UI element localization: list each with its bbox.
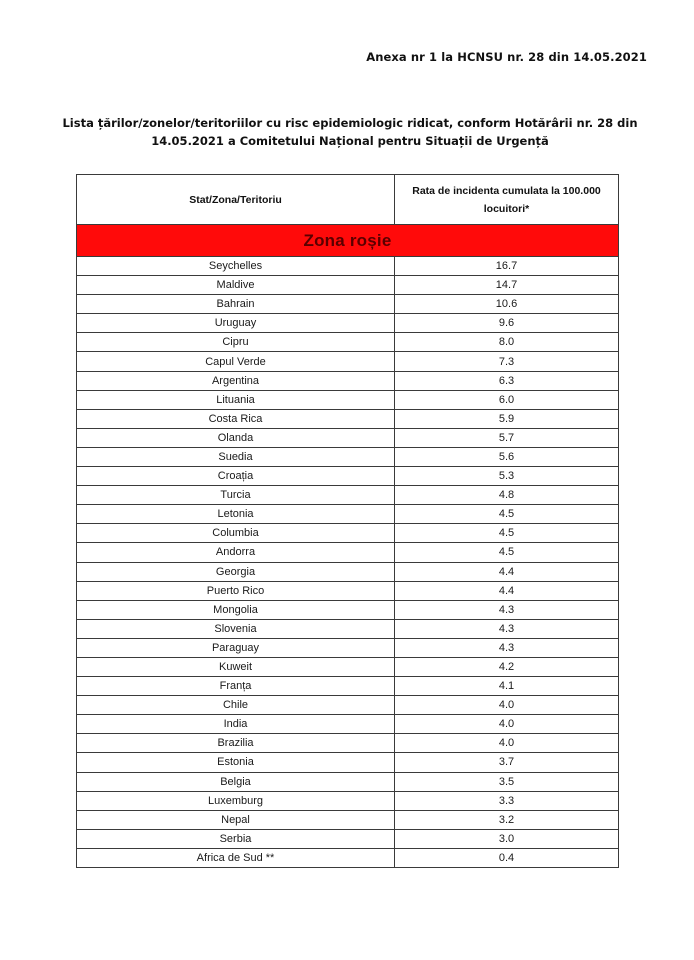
- incidence-rate-cell: 6.0: [395, 390, 619, 409]
- country-cell: Maldive: [77, 276, 395, 295]
- country-cell: Kuweit: [77, 657, 395, 676]
- incidence-rate-cell: 4.3: [395, 600, 619, 619]
- country-cell: Lituania: [77, 390, 395, 409]
- table-row: [77, 333, 619, 352]
- incidence-rate-cell: 3.3: [395, 791, 619, 810]
- incidence-rate-cell: 4.0: [395, 734, 619, 753]
- country-cell: Argentina: [77, 371, 395, 390]
- table-row: [77, 772, 619, 791]
- country-cell: Nepal: [77, 810, 395, 829]
- country-cell: Cipru: [77, 333, 395, 352]
- incidence-rate-cell: 4.0: [395, 715, 619, 734]
- country-cell: Puerto Rico: [77, 581, 395, 600]
- table-row: [77, 505, 619, 524]
- incidence-rate-cell: 3.0: [395, 829, 619, 848]
- annex-reference: Anexa nr 1 la HCNSU nr. 28 din 14.05.2021: [366, 50, 647, 64]
- country-cell: Capul Verde: [77, 352, 395, 371]
- country-cell: Africa de Sud **: [77, 848, 395, 867]
- table-row: [77, 524, 619, 543]
- table-row: [77, 677, 619, 696]
- country-cell: Suedia: [77, 447, 395, 466]
- table-row: [77, 638, 619, 657]
- table-row: [77, 791, 619, 810]
- country-cell: Croația: [77, 467, 395, 486]
- country-cell: Uruguay: [77, 314, 395, 333]
- table-row: [77, 276, 619, 295]
- incidence-rate-cell: 5.7: [395, 428, 619, 447]
- country-cell: Georgia: [77, 562, 395, 581]
- table-row: [77, 829, 619, 848]
- column-header-country: Stat/Zona/Teritoriu: [77, 175, 395, 225]
- table-row: [77, 715, 619, 734]
- country-cell: Brazilia: [77, 734, 395, 753]
- country-cell: Columbia: [77, 524, 395, 543]
- table-row: [77, 428, 619, 447]
- country-cell: Slovenia: [77, 619, 395, 638]
- country-cell: Chile: [77, 696, 395, 715]
- table-row: [77, 619, 619, 638]
- table-row: [77, 486, 619, 505]
- document-title: Lista țărilor/zonelor/teritoriilor cu risc epidemiologic ridicat, conform Hotărârii nr. 28 din 14.05.2021 a Comitetului Național pentru Situații de Urgență: [62, 116, 638, 148]
- table-row: [77, 447, 619, 466]
- incidence-rate-cell: 8.0: [395, 333, 619, 352]
- incidence-rate-cell: 4.1: [395, 677, 619, 696]
- incidence-rate-cell: 6.3: [395, 371, 619, 390]
- table-row: [77, 371, 619, 390]
- incidence-rate-cell: 4.0: [395, 696, 619, 715]
- column-header-incidence-rate: Rata de incidenta cumulata la 100.000 locuitori*: [395, 175, 619, 225]
- zone-label: Zona roșie: [77, 225, 619, 257]
- incidence-rate-cell: 4.5: [395, 524, 619, 543]
- incidence-rate-cell: 9.6: [395, 314, 619, 333]
- table-row: [77, 696, 619, 715]
- table-row: [77, 810, 619, 829]
- incidence-rate-cell: 4.8: [395, 486, 619, 505]
- country-cell: Bahrain: [77, 295, 395, 314]
- incidence-rate-cell: 4.5: [395, 505, 619, 524]
- country-cell: Turcia: [77, 486, 395, 505]
- table-row: [77, 562, 619, 581]
- table-row: [77, 257, 619, 276]
- incidence-rate-cell: 10.6: [395, 295, 619, 314]
- table-row: [77, 295, 619, 314]
- country-cell: Mongolia: [77, 600, 395, 619]
- incidence-rate-cell: 3.7: [395, 753, 619, 772]
- country-cell: India: [77, 715, 395, 734]
- risk-countries-table: [76, 174, 619, 868]
- country-cell: Olanda: [77, 428, 395, 447]
- incidence-rate-cell: 5.9: [395, 409, 619, 428]
- incidence-rate-cell: 16.7: [395, 257, 619, 276]
- country-cell: Costa Rica: [77, 409, 395, 428]
- country-cell: Estonia: [77, 753, 395, 772]
- table-row: [77, 314, 619, 333]
- incidence-rate-cell: 5.3: [395, 467, 619, 486]
- incidence-rate-cell: 4.2: [395, 657, 619, 676]
- incidence-rate-cell: 14.7: [395, 276, 619, 295]
- table-row: [77, 753, 619, 772]
- incidence-rate-cell: 4.5: [395, 543, 619, 562]
- table-row: [77, 543, 619, 562]
- incidence-rate-cell: 4.4: [395, 562, 619, 581]
- country-cell: Andorra: [77, 543, 395, 562]
- country-cell: Luxemburg: [77, 791, 395, 810]
- country-cell: Belgia: [77, 772, 395, 791]
- country-cell: Franța: [77, 677, 395, 696]
- table-row: [77, 734, 619, 753]
- table-row: [77, 467, 619, 486]
- table-row: [77, 848, 619, 867]
- table-row: [77, 657, 619, 676]
- table-row: [77, 352, 619, 371]
- country-cell: Serbia: [77, 829, 395, 848]
- incidence-rate-cell: 4.3: [395, 619, 619, 638]
- incidence-rate-cell: 3.5: [395, 772, 619, 791]
- zone-row: [77, 225, 619, 257]
- table-row: [77, 600, 619, 619]
- incidence-rate-cell: 7.3: [395, 352, 619, 371]
- incidence-rate-cell: 4.4: [395, 581, 619, 600]
- incidence-rate-cell: 0.4: [395, 848, 619, 867]
- incidence-rate-cell: 5.6: [395, 447, 619, 466]
- country-cell: Seychelles: [77, 257, 395, 276]
- country-cell: Paraguay: [77, 638, 395, 657]
- table-header-row: [77, 175, 619, 225]
- incidence-rate-cell: 3.2: [395, 810, 619, 829]
- table-row: [77, 581, 619, 600]
- country-cell: Letonia: [77, 505, 395, 524]
- table-row: [77, 409, 619, 428]
- table-row: [77, 390, 619, 409]
- incidence-rate-cell: 4.3: [395, 638, 619, 657]
